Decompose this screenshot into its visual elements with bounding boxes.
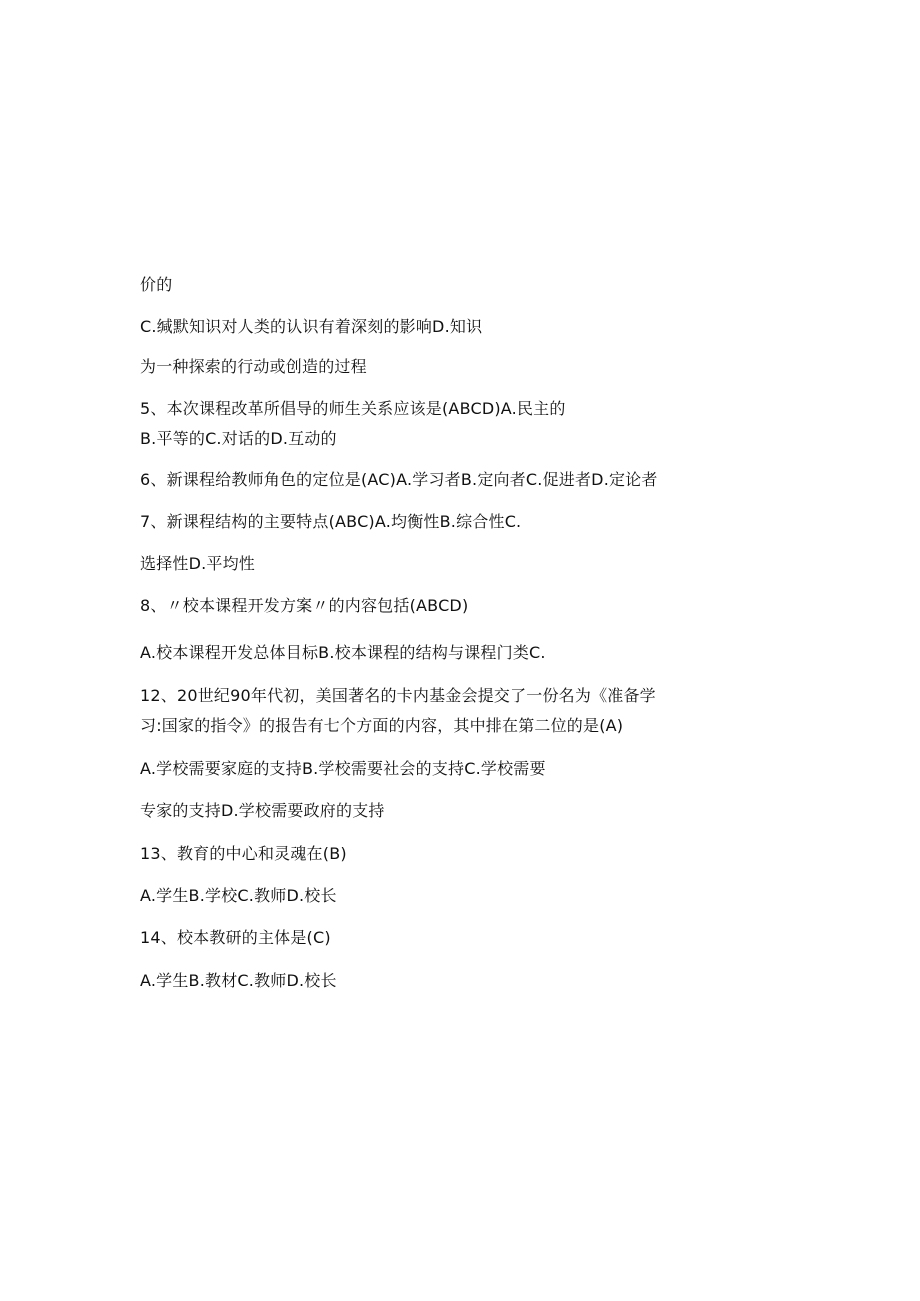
question-12: 12、20世纪90年代初，美国著名的卡内基金会提交了一份名为《准备学 [140,686,656,705]
question-5: 5、本次课程改革所倡导的师生关系应该是(ABCD)A.民主的 [140,399,566,418]
question-12-options-cont: 专家的支持D.学校需要政府的支持 [140,801,385,820]
question-14: 14、校本教研的主体是(C) [140,928,331,947]
text-line: C.缄默知识对人类的认识有着深刻的影响D.知识 [140,317,483,336]
question-13: 13、教育的中心和灵魂在(B) [140,844,347,863]
text-line: 为一种探索的行动或创造的过程 [140,357,367,376]
question-7-options: 选择性D.平均性 [140,554,256,573]
question-8-options: A.校本课程开发总体目标B.校本课程的结构与课程门类C. [140,643,546,662]
question-5-options: B.平等的C.对话的D.互动的 [140,429,337,448]
question-13-options: A.学生B.学校C.教师D.校长 [140,886,337,905]
text-line: 价的 [140,275,173,294]
question-6: 6、新课程给教师角色的定位是(AC)A.学习者B.定向者C.促进者D.定论者 [140,470,658,489]
question-7: 7、新课程结构的主要特点(ABC)A.均衡性B.综合性C. [140,512,522,531]
question-12-options: A.学校需要家庭的支持B.学校需要社会的支持C.学校需要 [140,759,546,778]
question-8: 8、〃校本课程开发方案〃的内容包括(ABCD) [140,596,469,615]
question-12-cont: 习:国家的指令》的报告有七个方面的内容，其中排在第二位的是(A) [140,716,624,735]
question-14-options: A.学生B.教材C.教师D.校长 [140,971,337,990]
